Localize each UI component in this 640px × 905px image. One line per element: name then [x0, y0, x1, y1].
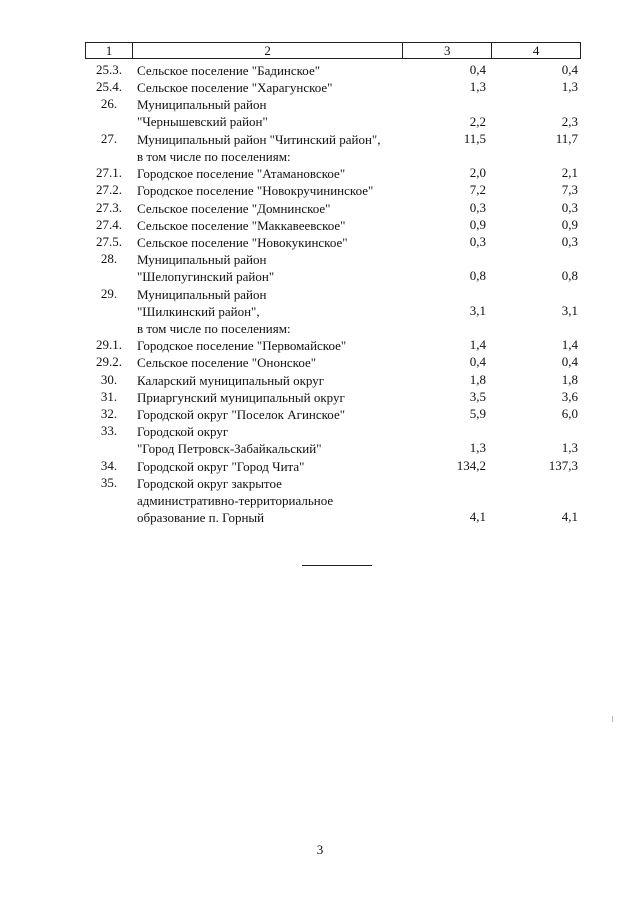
value-col-3: 0,4 [469, 62, 486, 77]
row-name [137, 234, 407, 251]
table-row [0, 79, 640, 96]
table-row [0, 96, 640, 130]
row-number: 27.1. [96, 165, 122, 181]
value-col-4: 4,1 [561, 509, 578, 525]
row-name [137, 182, 407, 199]
table-row [0, 148, 640, 165]
table-row [0, 200, 640, 217]
row-number: 25.3. [96, 62, 122, 77]
table-row [0, 354, 640, 371]
row-name-line: в том числе по поселениям: [137, 321, 291, 336]
row-name-line: Городское поселение "Атамановское" [137, 166, 346, 182]
row-name [137, 475, 407, 526]
row-name-line: "Шелопугинский район" [137, 269, 275, 285]
row-name-line: Сельское поселение "Маккавеевское" [137, 217, 346, 233]
value-col-4: 0,3 [561, 199, 578, 215]
row-number: 27.4. [96, 216, 122, 232]
row-name-line: Городской округ "Поселок Агинское" [137, 407, 346, 422]
table-row [0, 423, 640, 457]
value-col-4: 1,3 [561, 79, 578, 95]
row-number: 25.4. [96, 79, 122, 95]
value-col-3: 5,9 [469, 406, 486, 421]
table-row [0, 131, 640, 148]
table-row [0, 389, 640, 406]
value-col-3: 4,1 [469, 509, 486, 525]
row-name [137, 200, 407, 217]
row-name [137, 217, 407, 234]
row-name-line: Муниципальный район [137, 252, 267, 268]
row-name-line: Городское поселение "Новокручининское" [137, 183, 374, 199]
row-name [137, 79, 407, 96]
value-col-4: 0,9 [561, 216, 578, 232]
row-name-line: в том числе по поселениям: [137, 149, 291, 164]
row-name-line: Каларский муниципальный округ [137, 372, 325, 388]
column-header-3: 3 [403, 43, 492, 59]
row-number: 34. [100, 457, 118, 473]
value-col-3: 11,5 [463, 130, 486, 146]
value-col-4: 0,4 [561, 354, 578, 370]
table-row [0, 406, 640, 423]
table-row [0, 337, 640, 354]
column-header-4: 4 [492, 43, 581, 59]
value-col-3: 1,8 [469, 371, 486, 387]
row-name-line: "Город Петровск-Забайкальский" [137, 441, 322, 457]
row-name-line: административно-территориальное [137, 492, 334, 508]
value-col-4: 2,3 [561, 113, 578, 129]
scan-mark [612, 716, 613, 722]
row-number: 29.1. [96, 337, 122, 353]
value-col-3: 1,4 [469, 337, 486, 353]
row-name-line: Муниципальный район [137, 286, 267, 302]
column-header-2: 2 [132, 43, 402, 59]
row-name [137, 389, 407, 406]
value-col-4: 0,3 [561, 234, 578, 249]
table-row [0, 320, 640, 337]
row-number: 27.2. [96, 182, 122, 198]
value-col-4: 1,4 [561, 337, 578, 353]
row-number: 27.3. [96, 199, 122, 215]
end-divider [302, 565, 372, 566]
value-col-4: 6,0 [561, 406, 578, 421]
row-name [137, 406, 407, 423]
row-name-line: Муниципальный район "Читинский район", [137, 131, 381, 147]
row-name [137, 423, 407, 457]
value-col-4: 2,1 [561, 165, 578, 181]
value-col-3: 2,2 [469, 113, 486, 129]
value-col-3: 134,2 [456, 457, 486, 473]
value-col-3: 0,9 [469, 216, 486, 232]
row-name-line: образование п. Горный [137, 509, 265, 525]
row-name-line: Приаргунский муниципальный округ [137, 389, 345, 405]
value-col-4: 1,8 [561, 371, 578, 387]
row-name [137, 96, 407, 130]
value-col-3: 3,1 [469, 302, 486, 318]
row-number: 30. [100, 371, 118, 387]
row-name-line: Сельское поселение "Харагунское" [137, 80, 333, 96]
value-col-3: 2,0 [469, 165, 486, 181]
table-row [0, 217, 640, 234]
row-number: 31. [100, 388, 118, 404]
table-row [0, 475, 640, 527]
value-col-3: 1,3 [469, 440, 486, 456]
column-header-table [85, 42, 581, 59]
table-row [0, 165, 640, 182]
row-number: 26. [100, 96, 118, 112]
row-name [137, 337, 407, 354]
row-number: 29. [100, 285, 118, 301]
row-name-line: Сельское поселение "Бадинское" [137, 63, 321, 78]
row-name [137, 372, 407, 389]
row-name-line: Городской округ [137, 424, 229, 440]
row-name-line: Сельское поселение "Ононское" [137, 355, 317, 371]
row-number: 32. [100, 406, 118, 421]
row-number: 28. [100, 251, 118, 267]
row-name-line: Городской округ закрытое [137, 475, 282, 491]
value-col-3: 3,5 [469, 388, 486, 404]
value-col-4: 0,4 [561, 62, 578, 77]
row-number: 35. [100, 474, 118, 490]
row-name-line: Сельское поселение "Домнинское" [137, 200, 331, 216]
value-col-4: 3,1 [561, 302, 578, 318]
table-row [0, 458, 640, 475]
table-row [0, 234, 640, 251]
row-number: 27.5. [96, 234, 122, 249]
value-col-3: 0,3 [469, 234, 486, 249]
value-col-3: 0,8 [469, 268, 486, 284]
value-col-3: 0,4 [469, 354, 486, 370]
row-name [137, 131, 407, 148]
row-number: 27. [100, 130, 118, 146]
row-number: 33. [100, 423, 118, 439]
row-name [137, 354, 407, 371]
value-col-3: 1,3 [469, 79, 486, 95]
row-name-line: Городское поселение "Первомайское" [137, 338, 347, 354]
table-row [0, 182, 640, 199]
value-col-4: 11,7 [555, 130, 578, 146]
row-name-line: Муниципальный район [137, 97, 267, 113]
row-name [137, 251, 407, 285]
row-name-line: "Чернышевский район" [137, 114, 268, 130]
row-name [137, 148, 407, 165]
value-col-3: 0,3 [469, 199, 486, 215]
row-number: 29.2. [96, 354, 122, 370]
page-number: 3 [316, 842, 324, 857]
table-row [0, 372, 640, 389]
row-name-line: Городской округ "Город Чита" [137, 458, 305, 474]
value-col-4: 7,3 [561, 182, 578, 198]
row-name [137, 320, 407, 337]
row-name [137, 286, 407, 320]
value-col-4: 1,3 [561, 440, 578, 456]
row-name [137, 458, 407, 475]
value-col-4: 3,6 [561, 388, 578, 404]
table-row [0, 62, 640, 79]
row-name-line: "Шилкинский район", [137, 303, 260, 319]
row-name [137, 62, 407, 79]
value-col-4: 0,8 [561, 268, 578, 284]
row-name-line: Сельское поселение "Новокукинское" [137, 235, 348, 250]
value-col-4: 137,3 [548, 457, 578, 473]
row-name [137, 165, 407, 182]
column-header-1: 1 [86, 43, 133, 59]
table-row [0, 286, 640, 320]
value-col-3: 7,2 [469, 182, 486, 198]
table-row [0, 251, 640, 285]
